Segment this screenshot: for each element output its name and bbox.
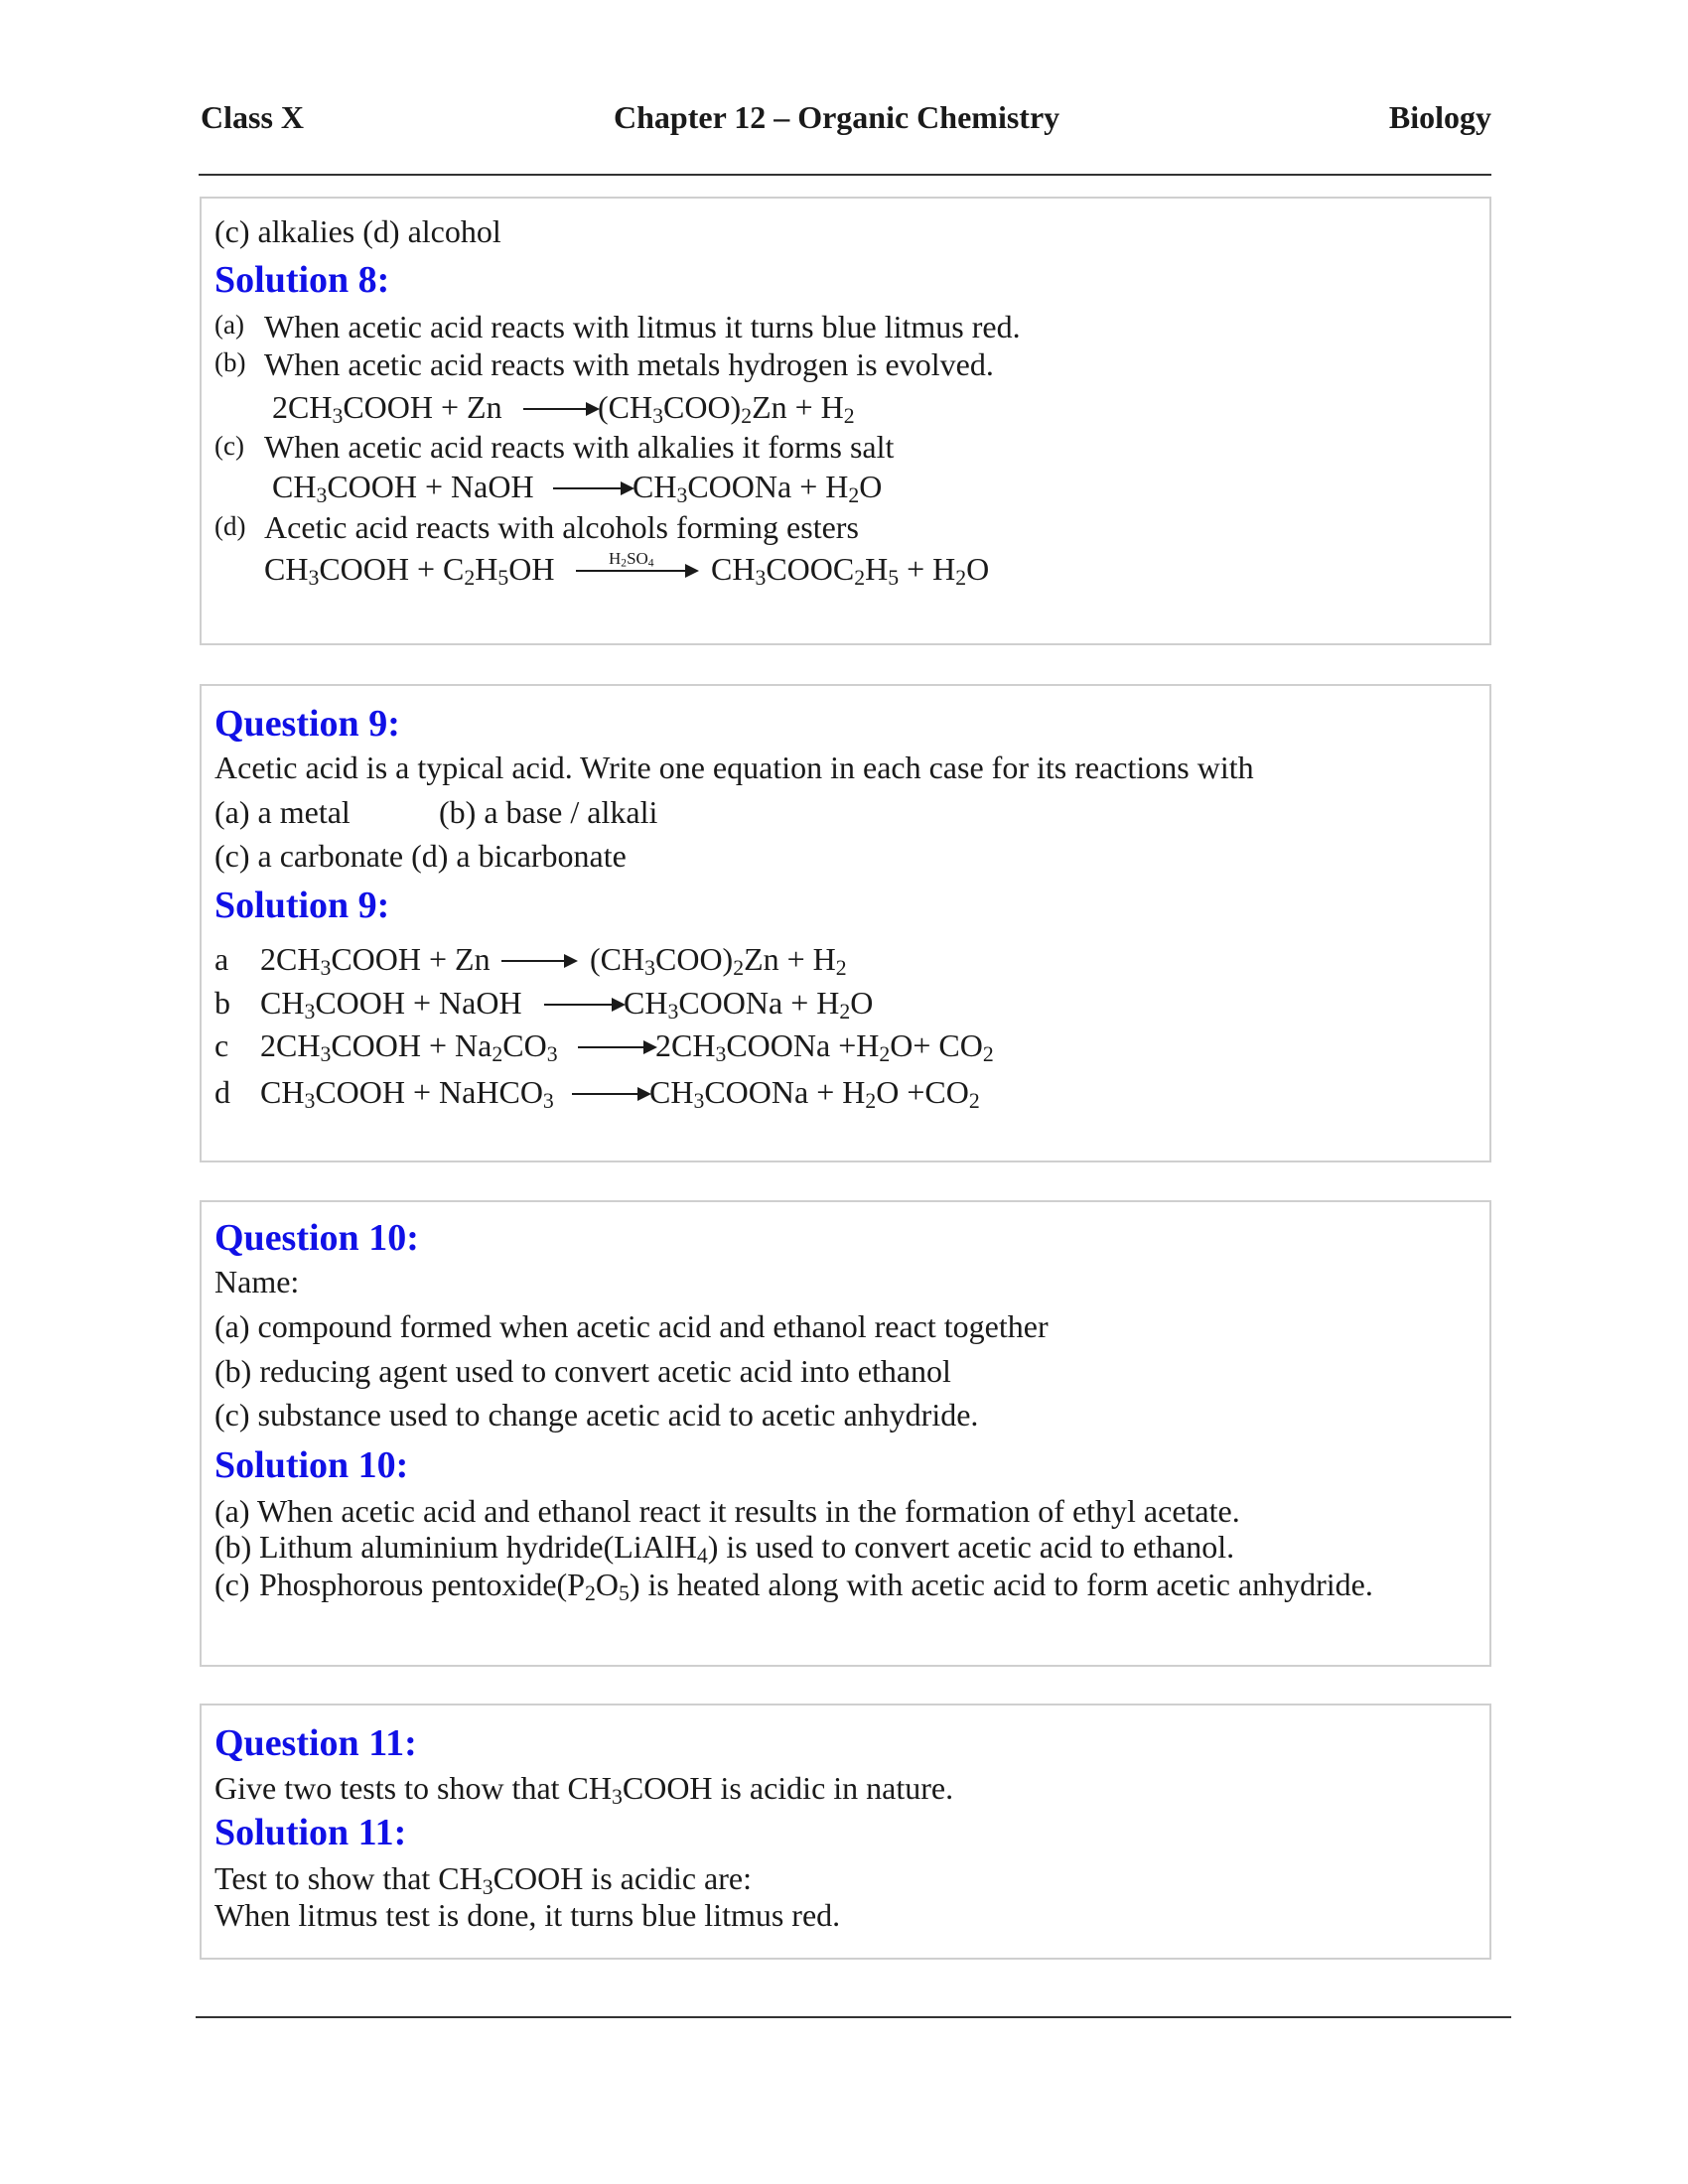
equation-products: $(CH_3COO)_2Zn + H_2$	[590, 941, 847, 980]
item-label: a	[214, 941, 229, 977]
equation-products: $CH_3COOC_2H_5 + H_2O$	[711, 551, 990, 590]
question-9-title: Question 9:	[214, 703, 400, 745]
reaction-arrow	[544, 1004, 624, 1006]
options-line: (c) alkalies (d) alcohol	[214, 213, 501, 249]
question-10-title: Question 10:	[214, 1217, 419, 1259]
item-label: (b)	[214, 347, 246, 377]
question-10-item: (a) compound formed when acetic acid and ethanol react together	[214, 1308, 1049, 1344]
solution-10-b: Lithum aluminium hydride(LiAlH$_4$) is used to convert acetic acid to ethanol.	[259, 1529, 1235, 1568]
solution-8-item-c: When acetic acid reacts with alkalies it forms salt	[264, 429, 895, 465]
reaction-arrow	[576, 570, 697, 572]
solution-8-title: Solution 8:	[214, 259, 390, 301]
equation-reactants: $CH_3COOH$ + NaHCO$_3$	[260, 1074, 554, 1113]
reaction-arrow	[572, 1093, 649, 1095]
item-label: (d)	[214, 511, 246, 541]
equation-reactants: $CH_3COOH + C_2H_5OH$	[264, 551, 555, 590]
item-label: c	[214, 1027, 229, 1063]
item-label: d	[214, 1074, 230, 1110]
item-label: (a)	[214, 310, 244, 340]
solution-11-title: Solution 11:	[214, 1812, 407, 1853]
item-label: b	[214, 985, 230, 1021]
name-label: Name:	[214, 1264, 300, 1299]
reaction-arrow	[501, 960, 576, 962]
option-c-d: (c) a carbonate (d) a bicarbonate	[214, 838, 627, 874]
solution-10-b-label: (b)	[214, 1529, 252, 1565]
equation-reactants: $2CH_3COOH + Zn$	[260, 941, 491, 980]
option-a: (a) a metal	[214, 794, 351, 830]
header-chapter: Chapter 12 – Organic Chemistry	[614, 99, 1060, 135]
header-divider	[199, 174, 1491, 176]
equation-reactants: $2CH_3COOH + Na_2CO_3$	[260, 1027, 558, 1066]
header-class: Class X	[201, 99, 305, 135]
equation-products: $CH_3COONa + H_2O +CO_2$	[649, 1074, 980, 1113]
solution-10-c-label: (c)	[214, 1567, 250, 1602]
question-10-item: (b) reducing agent used to convert acetic acid into ethanol	[214, 1353, 951, 1389]
solution-10-a: (a) When acetic acid and ethanol react it results in the formation of ethyl acetate.	[214, 1493, 1240, 1529]
footer-divider	[196, 2016, 1511, 2018]
solution-10-title: Solution 10:	[214, 1444, 409, 1486]
equation-reactants: $2CH_3COOH + Zn$	[272, 389, 502, 428]
equation-products: $CH_3COONa + H_2O$	[624, 985, 874, 1024]
item-label: (c)	[214, 431, 244, 461]
solution-8-item-b: When acetic acid reacts with metals hydrogen is evolved.	[264, 346, 994, 382]
reaction-arrow	[578, 1046, 655, 1048]
question-11-title: Question 11:	[214, 1722, 417, 1764]
solution-9-title: Solution 9:	[214, 885, 390, 926]
reaction-arrow	[523, 408, 598, 410]
equation-reactants: $CH_3COOH$ + NaOH	[260, 985, 522, 1024]
option-b: (b) a base / alkali	[439, 794, 658, 830]
question-11-text: Give two tests to show that $CH_3COOH$ is acidic in nature.	[214, 1770, 954, 1809]
equation-products: $CH_3COONa + H_2O$	[633, 469, 883, 507]
solution-8-item-d: Acetic acid reacts with alcohols forming esters	[264, 509, 859, 545]
question-9-text: Acetic acid is a typical acid. Write one equation in each case for its reactions with	[214, 750, 1254, 785]
equation-products: $(CH_3COO)_2Zn + H_2$	[598, 389, 855, 428]
solution-11-intro: Test to show that $CH_3COOH$ is acidic are:	[214, 1860, 752, 1899]
equation-products: $2CH_3COONa +H_2O+ CO_2$	[655, 1027, 994, 1066]
equation-reactants: $CH_3COOH$ + NaOH	[272, 469, 534, 507]
solution-11-answer: When litmus test is done, it turns blue litmus red.	[214, 1897, 841, 1933]
solution-10-c: Phosphorous $pentoxide(P_2O_5)$ is heated along with acetic acid to form acetic anhydride.	[259, 1567, 1373, 1605]
header-subject: Biology	[1388, 99, 1491, 135]
catalyst-label: $H_2SO_4$	[609, 549, 654, 570]
reaction-arrow	[553, 487, 633, 489]
solution-8-item-a: When acetic acid reacts with litmus it turns blue litmus red.	[264, 309, 1021, 344]
question-10-item: (c) substance used to change acetic acid to acetic anhydride.	[214, 1397, 979, 1433]
